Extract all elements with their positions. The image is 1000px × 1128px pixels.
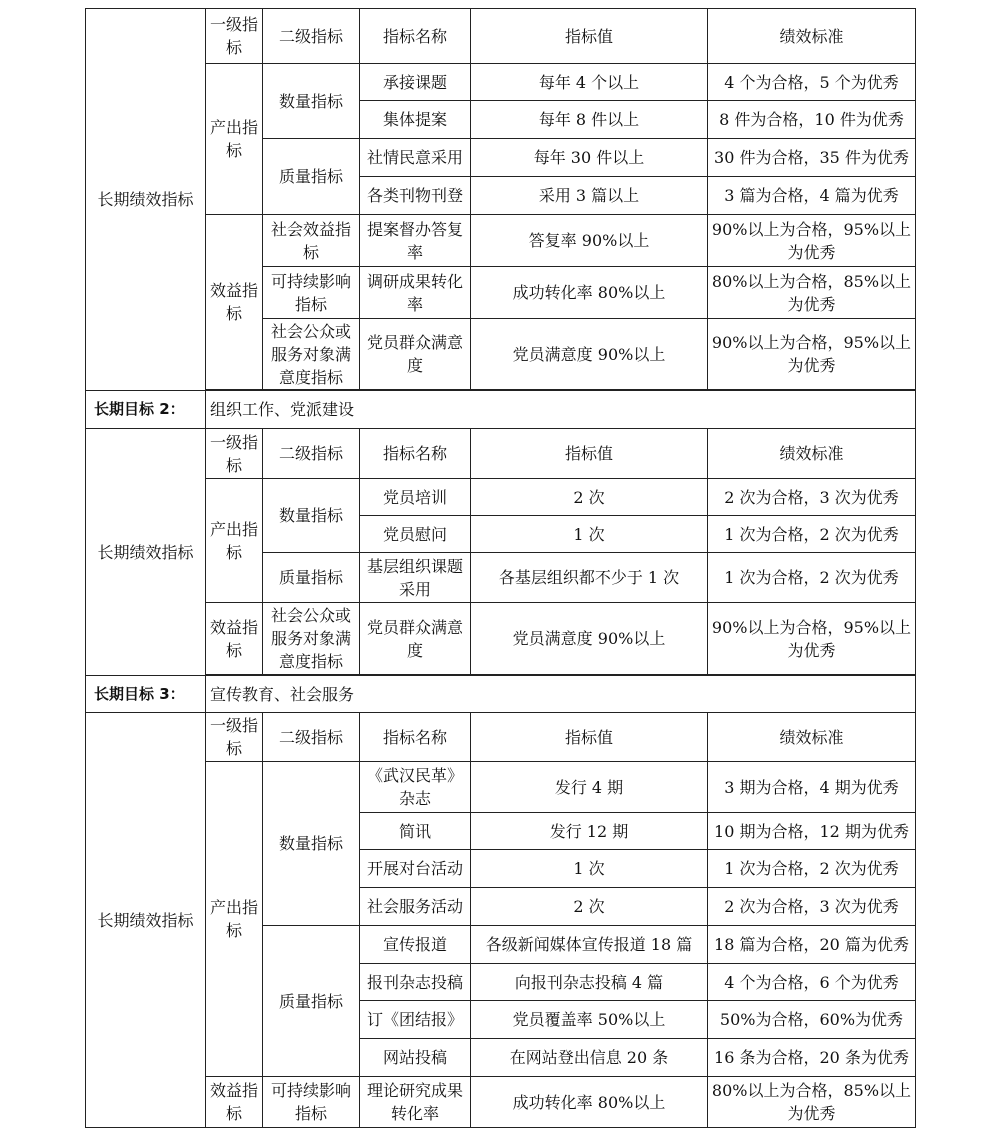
header-level2: 二级指标 [263,713,360,762]
indicator-value: 在网站登出信息 20 条 [471,1039,708,1077]
indicator-name: 报刊杂志投稿 [360,964,471,1001]
header-level2: 二级指标 [263,429,360,479]
indicator-name: 党员群众满意度 [360,603,471,675]
indicator-standard: 80%以上为合格，85%以上为优秀 [708,1077,916,1128]
indicator-value: 党员满意度 90%以上 [471,319,708,390]
header-level1: 一级指标 [206,9,263,64]
indicator-name: 开展对台活动 [360,850,471,888]
indicator-name: 理论研究成果转化率 [360,1077,471,1128]
indicator-value: 1 次 [471,516,708,553]
indicator-value: 各基层组织都不少于 1 次 [471,553,708,603]
indicator-standard: 90%以上为合格，95%以上为优秀 [708,215,916,267]
header-row [86,429,916,479]
indicator-value: 每年 8 件以上 [471,101,708,139]
table-row [86,64,916,101]
category-long-term: 长期绩效指标 [86,9,206,391]
indicator-name: 党员慰问 [360,516,471,553]
indicator-value: 党员覆盖率 50%以上 [471,1001,708,1039]
table-row [86,215,916,267]
indicator-standard: 10 期为合格，12 期为优秀 [708,813,916,850]
category-social-effect: 社会效益指标 [263,215,360,267]
header-standard: 绩效标准 [708,713,916,762]
header-name: 指标名称 [360,9,471,64]
indicator-value: 成功转化率 80%以上 [471,1077,708,1128]
header-name: 指标名称 [360,713,471,762]
category-effect: 效益指标 [206,215,263,390]
indicator-value: 每年 30 件以上 [471,139,708,177]
header-name: 指标名称 [360,429,471,479]
category-quantity: 数量指标 [263,64,360,139]
indicator-name: 承接课题 [360,64,471,101]
indicator-value: 2 次 [471,479,708,516]
category-output: 产出指标 [206,64,263,215]
indicator-standard: 1 次为合格，2 次为优秀 [708,553,916,603]
indicator-value: 党员满意度 90%以上 [471,603,708,675]
category-quantity: 数量指标 [263,762,360,926]
indicator-name: 社会服务活动 [360,888,471,926]
table-row [86,603,916,675]
header-value: 指标值 [471,429,708,479]
header-level2: 二级指标 [263,9,360,64]
indicator-name: 提案督办答复率 [360,215,471,267]
indicator-value: 各级新闻媒体宣传报道 18 篇 [471,926,708,964]
indicator-standard: 50%为合格，60%为优秀 [708,1001,916,1039]
indicator-value: 采用 3 篇以上 [471,177,708,215]
indicator-standard: 3 期为合格，4 期为优秀 [708,762,916,813]
indicator-name: 网站投稿 [360,1039,471,1077]
indicator-standard: 8 件为合格，10 件为优秀 [708,101,916,139]
indicator-name: 党员培训 [360,479,471,516]
indicator-standard: 2 次为合格，3 次为优秀 [708,888,916,926]
indicator-name: 社情民意采用 [360,139,471,177]
goal-value: 宣传教育、社会服务 [206,676,916,713]
category-satisfaction: 社会公众或服务对象满意度指标 [263,319,360,390]
indicator-standard: 80%以上为合格，85%以上为优秀 [708,267,916,319]
indicator-standard: 1 次为合格，2 次为优秀 [708,850,916,888]
table-row [86,479,916,516]
indicator-value: 每年 4 个以上 [471,64,708,101]
indicator-name: 订《团结报》 [360,1001,471,1039]
header-standard: 绩效标准 [708,9,916,64]
category-long-term: 长期绩效指标 [86,713,206,1128]
indicator-name: 《武汉民革》杂志 [360,762,471,813]
indicator-name: 各类刊物刊登 [360,177,471,215]
goal-row [86,391,916,429]
category-quality: 质量指标 [263,139,360,215]
indicator-name: 宣传报道 [360,926,471,964]
category-quality: 质量指标 [263,926,360,1077]
indicator-standard: 90%以上为合格，95%以上为优秀 [708,603,916,675]
indicator-name: 调研成果转化率 [360,267,471,319]
category-effect: 效益指标 [206,1077,263,1128]
indicator-name: 党员群众满意度 [360,319,471,390]
goal-label: 长期目标 3： [86,676,206,713]
table-row [86,762,916,813]
indicator-standard: 18 篇为合格，20 篇为优秀 [708,926,916,964]
header-level1: 一级指标 [206,713,263,762]
table-row [86,1077,916,1128]
indicator-standard: 2 次为合格，3 次为优秀 [708,479,916,516]
goal-row [86,676,916,713]
indicator-standard: 3 篇为合格，4 篇为优秀 [708,177,916,215]
indicator-standard: 4 个为合格，5 个为优秀 [708,64,916,101]
category-effect: 效益指标 [206,603,263,675]
category-sustainable: 可持续影响指标 [263,267,360,319]
indicator-name: 简讯 [360,813,471,850]
category-long-term: 长期绩效指标 [86,429,206,676]
category-quantity: 数量指标 [263,479,360,553]
indicator-standard: 4 个为合格，6 个为优秀 [708,964,916,1001]
indicator-value: 发行 4 期 [471,762,708,813]
header-level1: 一级指标 [206,429,263,479]
indicator-name: 集体提案 [360,101,471,139]
goal-value: 组织工作、党派建设 [206,391,916,429]
header-standard: 绩效标准 [708,429,916,479]
header-value: 指标值 [471,9,708,64]
indicator-standard: 1 次为合格，2 次为优秀 [708,516,916,553]
indicator-value: 成功转化率 80%以上 [471,267,708,319]
header-value: 指标值 [471,713,708,762]
header-row [86,713,916,762]
goal-label: 长期目标 2： [86,391,206,429]
header-row [86,9,916,64]
category-satisfaction: 社会公众或服务对象满意度指标 [263,603,360,675]
category-sustainable: 可持续影响指标 [263,1077,360,1128]
indicator-value: 2 次 [471,888,708,926]
category-output: 产出指标 [206,762,263,1077]
indicator-value: 向报刊杂志投稿 4 篇 [471,964,708,1001]
indicator-name: 基层组织课题采用 [360,553,471,603]
category-output: 产出指标 [206,479,263,603]
indicator-standard: 30 件为合格，35 件为优秀 [708,139,916,177]
indicator-value: 发行 12 期 [471,813,708,850]
indicator-standard: 90%以上为合格，95%以上为优秀 [708,319,916,390]
category-quality: 质量指标 [263,553,360,603]
indicator-value: 1 次 [471,850,708,888]
indicator-standard: 16 条为合格，20 条为优秀 [708,1039,916,1077]
indicator-value: 答复率 90%以上 [471,215,708,267]
performance-table [85,8,916,1128]
